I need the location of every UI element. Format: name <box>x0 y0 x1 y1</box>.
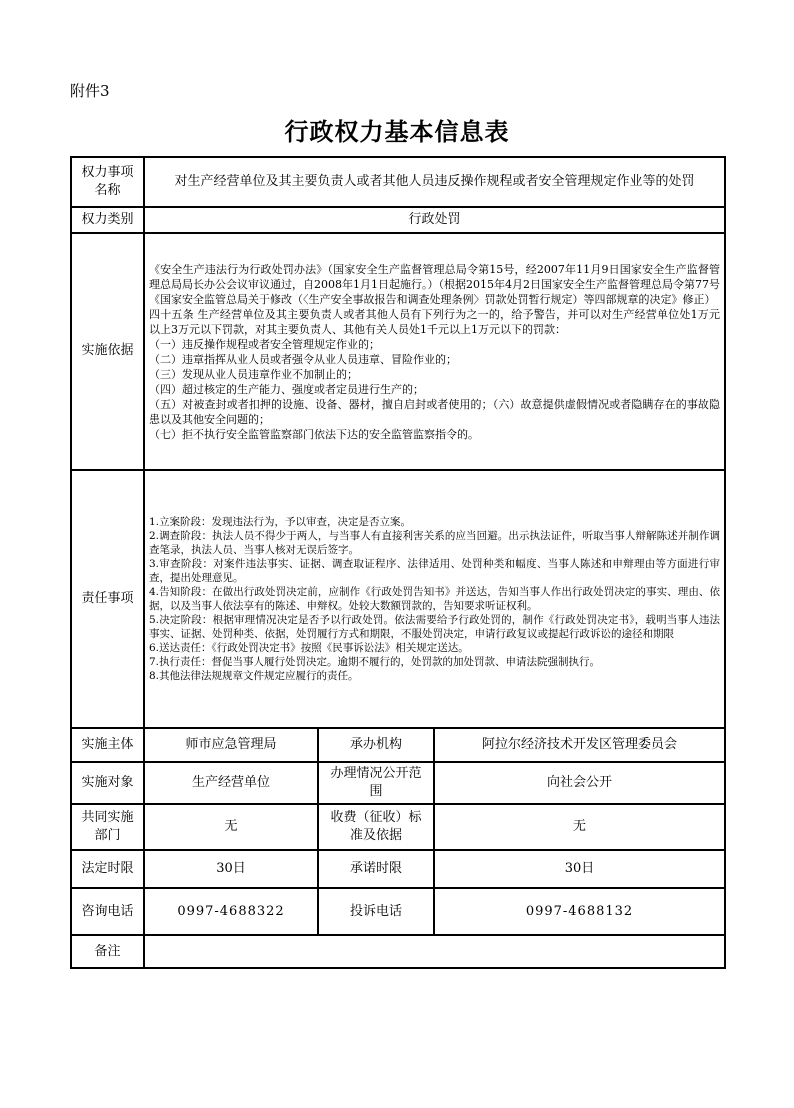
promised-time-label: 承诺时限 <box>318 850 434 888</box>
implementing-body-label: 实施主体 <box>71 728 144 762</box>
undertaking-agency-label: 承办机构 <box>318 728 434 762</box>
table-row-phone <box>71 888 725 935</box>
table-row-statutory-time <box>71 850 725 888</box>
consultation-phone-label: 咨询电话 <box>71 888 144 935</box>
undertaking-agency-value: 阿拉尔经济技术开发区管理委员会 <box>434 728 725 762</box>
remarks-label: 备注 <box>71 935 144 968</box>
joint-department-label: 共同实施 部门 <box>71 804 144 850</box>
responsibility-value: 1.立案阶段：发现违法行为，予以审查，决定是否立案。 2.调查阶段：执法人员不得少于两人，与当事人有直接利害关系的应当回避。出示执法证件，听取当事人辩解陈述并制作调查笔录，执法人员、当事人核对无误后签字。 3.审查阶段：对案件违法事实、证据、调查取证程序、法律适用、处罚种类和幅度、当事人陈述和申辩理由等方面进行审查，提出处理意见。 4.告知阶段：在做出行政处罚决定前，应制作《行政处罚告知书》并送达，告知当事人作出行政处罚决定的事实、理由、依据，以及当事人依法享有的陈述、申辩权。处较大数额罚款的，告知要求听证权利。 5.决定阶段：根据审理情况决定是否予以行政处罚。依法需要给予行政处罚的，制作《行政处罚决定书》，载明当事人违法事实、证据、处罚种类、依据，处罚履行方式和期限，不服处罚决定，申请行政复议或提起行政诉讼的途径和期限 6.送达责任：《行政处罚决定书》按照《民事诉讼法》相关规定送达。 7.执行责任：督促当事人履行处罚决定。逾期不履行的，处罚款的加处罚款、申请法院强制执行。 8.其他法律法规规章文件规定应履行的责任。 <box>144 470 725 728</box>
implementation-basis-value: 《安全生产违法行为行政处罚办法》（国家安全生产监督管理总局令第15号，经2007年11月9日国家安全生产监督管理总局局长办公会议审议通过，自2008年1月1日起施行。）（根据2015年4月2日国家安全生产监督管理总局令第77号《国家安全监管总局关于修改（〈生产安全事故报告和调查处理条例〉罚款处罚暂行规定）等四部规章的决定》修正） 四十五条 生产经营单位及其主要负责人或者其他人员有下列行为之一的，给予警告，并可以对生产经营单位处1万元以上3万元以下罚款，对其主要负责人、其他有关人员处1千元以上1万元以下的罚款： （一）违反操作规程或者安全管理规定作业的； （二）违章指挥从业人员或者强令从业人员违章、冒险作业的； （三）发现从业人员违章作业不加制止的； （四）超过核定的生产能力、强度或者定员进行生产的； （五）对被查封或者扣押的设施、设备、器材，擅自启封或者使用的；（六）故意提供虚假情况或者隐瞒存在的事故隐患以及其他安全问题的； （七）拒不执行安全监管监察部门依法下达的安全监管监察指令的。 <box>144 233 725 470</box>
joint-department-value: 无 <box>144 804 318 850</box>
disclosure-scope-value: 向社会公开 <box>434 762 725 804</box>
info-table <box>70 156 726 969</box>
complaint-phone-label: 投诉电话 <box>318 888 434 935</box>
implementing-body-value: 师市应急管理局 <box>144 728 318 762</box>
table-row-responsibility <box>71 470 725 728</box>
responsibility-label: 责任事项 <box>71 470 144 728</box>
table-row-power-category <box>71 207 725 233</box>
disclosure-scope-label: 办理情况公开范 围 <box>318 762 434 804</box>
table-row-implementation-basis <box>71 233 725 470</box>
implementation-target-value: 生产经营单位 <box>144 762 318 804</box>
page-title: 行政权力基本信息表 <box>284 117 510 146</box>
power-category-label: 权力类别 <box>71 207 144 233</box>
statutory-time-label: 法定时限 <box>71 850 144 888</box>
power-item-label: 权力事项 名称 <box>71 157 144 207</box>
fee-standard-label: 收费（征收）标 准及依据 <box>318 804 434 850</box>
implementation-target-label: 实施对象 <box>71 762 144 804</box>
table-row-joint-department <box>71 804 725 850</box>
power-category-value: 行政处罚 <box>144 207 725 233</box>
table-row-power-item <box>71 157 725 207</box>
power-item-value: 对生产经营单位及其主要负责人或者其他人员违反操作规程或者安全管理规定作业等的处罚 <box>144 157 725 207</box>
complaint-phone-value: 0997-4688132 <box>434 888 725 935</box>
table-row-remarks <box>71 935 725 968</box>
statutory-time-value: 30日 <box>144 850 318 888</box>
attachment-label: 附件3 <box>70 82 110 100</box>
remarks-value <box>144 935 725 968</box>
fee-standard-value: 无 <box>434 804 725 850</box>
consultation-phone-value: 0997-4688322 <box>144 888 318 935</box>
promised-time-value: 30日 <box>434 850 725 888</box>
table-row-implementing-body <box>71 728 725 762</box>
implementation-basis-label: 实施依据 <box>71 233 144 470</box>
table-row-implementation-target <box>71 762 725 804</box>
